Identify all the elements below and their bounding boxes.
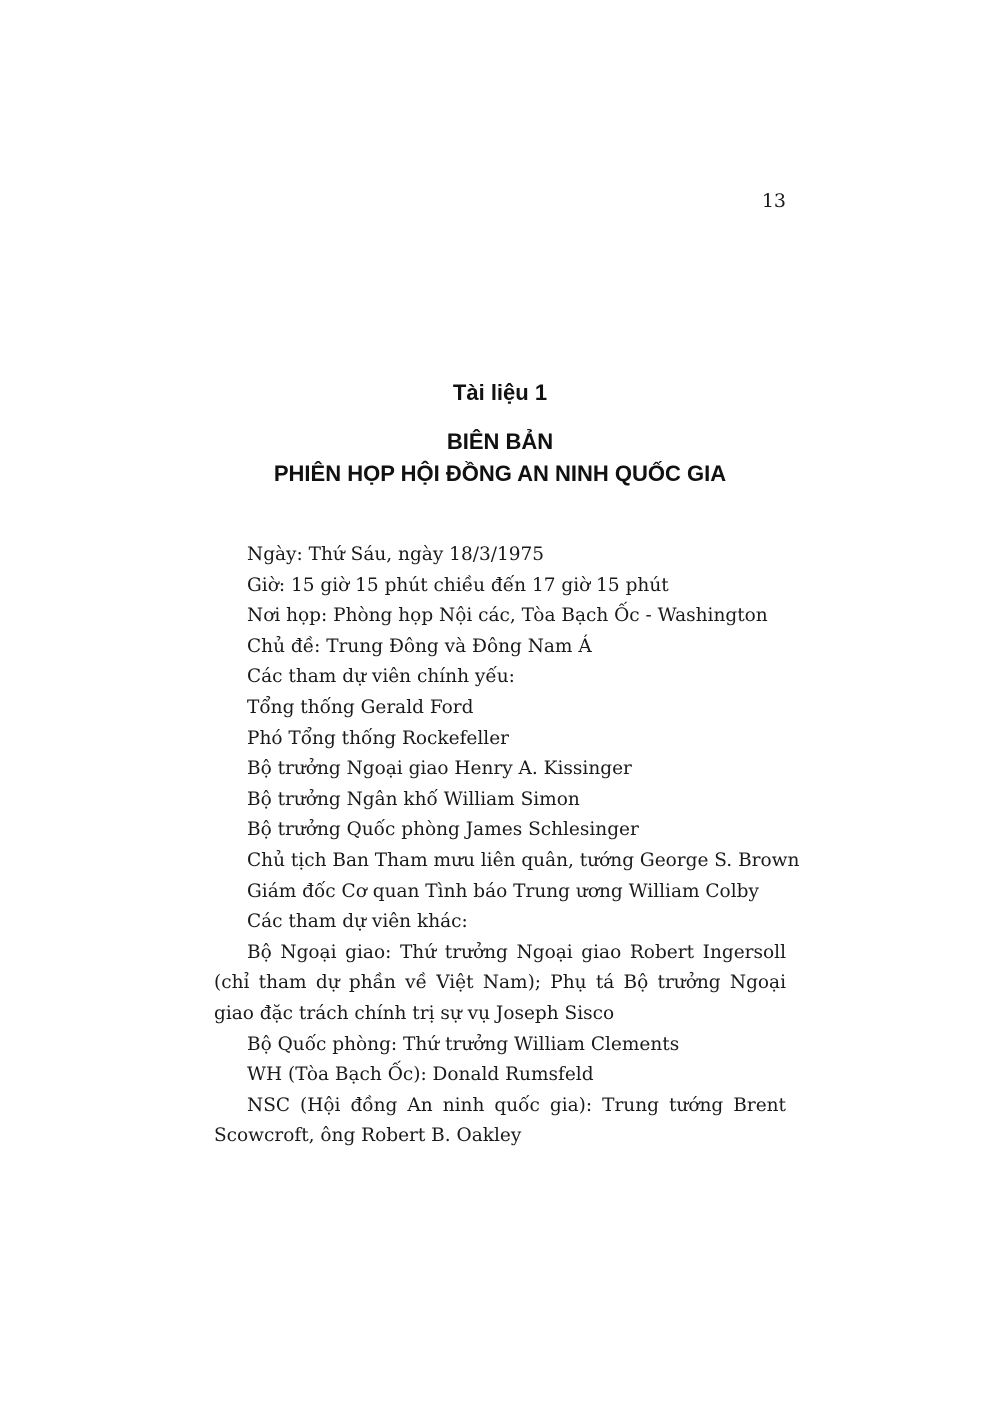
other-participant-white-house: WH (Tòa Bạch Ốc): Donald Rumsfeld bbox=[247, 1064, 594, 1086]
document-label: Tài liệu 1 bbox=[452, 380, 548, 405]
principal-item: Phó Tổng thống Rockefeller bbox=[247, 727, 509, 749]
document-title-line-1: BIÊN BẢN bbox=[446, 429, 554, 454]
others-heading: Các tham dự viên khác: bbox=[247, 911, 468, 933]
principal-item: Bộ trưởng Ngoại giao Henry A. Kissinger bbox=[247, 758, 632, 780]
principal-item: Chủ tịch Ban Tham mưu liên quân, tướng George S. Brown bbox=[247, 849, 800, 871]
principal-item: Bộ trưởng Ngân khố William Simon bbox=[247, 788, 580, 810]
meeting-date: Ngày: Thứ Sáu, ngày 18/3/1975 bbox=[247, 544, 545, 565]
meeting-place: Nơi họp: Phòng họp Nội các, Tòa Bạch Ốc - Washington bbox=[247, 605, 768, 627]
document-title-line-2: PHIÊN HỌP HỘI ĐỒNG AN NINH QUỐC GIA bbox=[273, 461, 727, 486]
principal-item: Giám đốc Cơ quan Tình báo Trung ương William Colby bbox=[247, 880, 759, 902]
page-number: 13 bbox=[761, 190, 786, 212]
other-participant-nsc: NSC (Hội đồng An ninh quốc gia): Trung tướng Brent Scowcroft, ông Robert B. Oakley bbox=[214, 1094, 786, 1147]
meeting-time: Giờ: 15 giờ 15 phút chiều đến 17 giờ 15 phút bbox=[247, 574, 669, 596]
other-participant-defense: Bộ Quốc phòng: Thứ trưởng William Clements bbox=[247, 1033, 680, 1055]
meeting-subject: Chủ đề: Trung Đông và Đông Nam Á bbox=[247, 635, 592, 657]
other-participant-state: Bộ Ngoại giao: Thứ trưởng Ngoại giao Robert Ingersoll (chỉ tham dự phần về Việt Nam); Phụ tá Bộ trưởng Ngoại giao đặc trách chính trị sự vụ Joseph Sisco bbox=[214, 941, 786, 1024]
principal-item: Tổng thống Gerald Ford bbox=[247, 696, 474, 718]
principal-item: Bộ trưởng Quốc phòng James Schlesinger bbox=[247, 819, 639, 841]
principals-heading: Các tham dự viên chính yếu: bbox=[247, 666, 515, 688]
document-title bbox=[214, 426, 786, 490]
meeting-details bbox=[214, 540, 800, 1152]
